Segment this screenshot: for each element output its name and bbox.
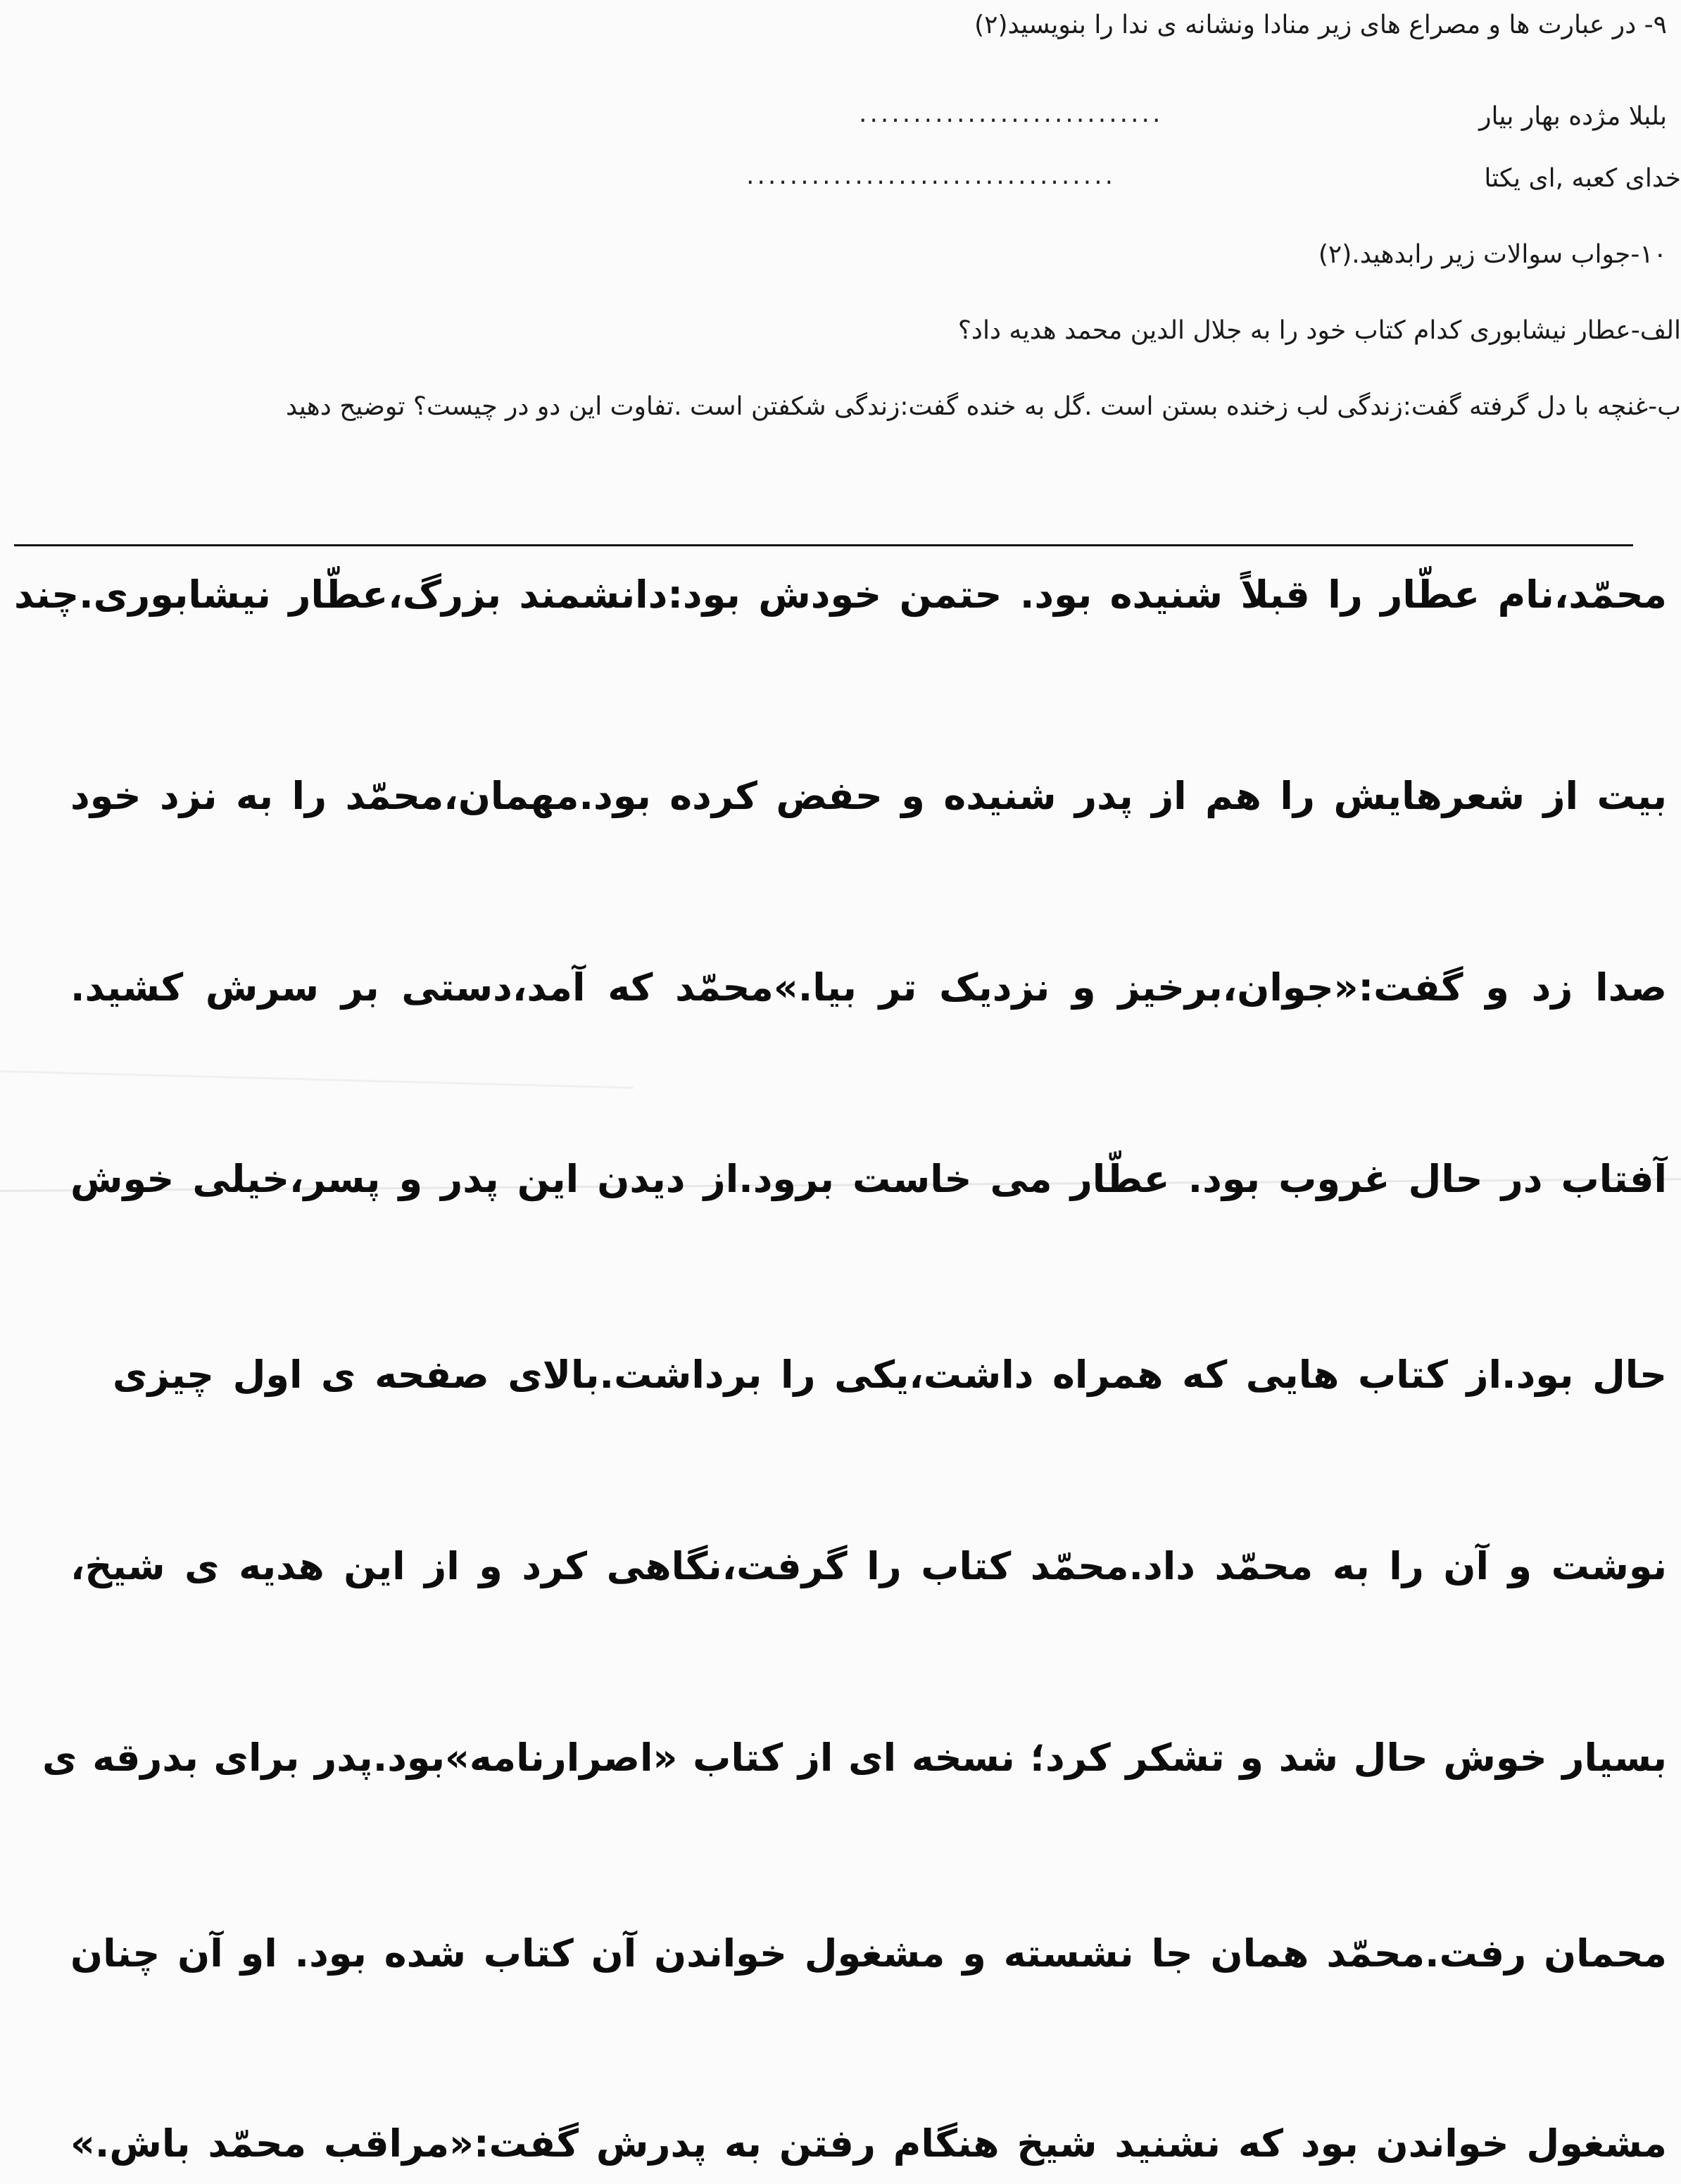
paper-crease bbox=[0, 1070, 634, 1089]
story-line: مشغول خواندن بود که نشنید شیخ هنگام رفتن به پدرش گفت:«مراقب محمّد باش.» bbox=[70, 2121, 1667, 2166]
question-9-heading: ۹- در عبارت ها و مصراع های زیر منادا ونشانه ی ندا را بنویسید(۲) bbox=[974, 11, 1667, 39]
question-10-part-a: الف-عطار نیشابوری کدام کتاب خود را به جلال الدین محمد هدیه داد؟ bbox=[957, 316, 1681, 345]
question-10-part-b: ب-غنچه با دل گرفته گفت:زندگی لب زخنده بستن است .گل به خنده گفت:زندگی شکفتن است .تفاوت این دو در چیست؟ توضیح دهید bbox=[285, 392, 1681, 421]
section-divider bbox=[14, 544, 1633, 546]
story-line: آفتاب در حال غروب بود. عطّار می خاست برود.از دیدن این پدر و پسر،خیلی خوش bbox=[70, 1157, 1667, 1201]
question-10-heading: ۱۰-جواب سوالات زیر رابدهید.(۲) bbox=[1318, 240, 1667, 269]
story-line: نوشت و آن را به محمّد داد.محمّد کتاب را گرفت،نگاهی کرد و از این هدیه ی شیخ، bbox=[70, 1544, 1667, 1588]
answer-blank[interactable]: ............................ bbox=[859, 99, 1164, 128]
answer-blank[interactable]: .................................. bbox=[746, 161, 1116, 190]
question-9-item-2: خدای کعبه ,ای یکتا bbox=[1484, 164, 1681, 193]
story-line: محمّد،نام عطّار را قبلاً شنیده بود. حتمن خودش بود:دانشمند بزرگ،عطّار نیشابوری.چند bbox=[14, 572, 1667, 617]
story-line: حال بود.از کتاب هایی که همراه داشت،یکی را برداشت.بالای صفحه ی اول چیزی bbox=[113, 1353, 1667, 1397]
story-line: بیت از شعرهایش را هم از پدر شنیده و حفض کرده بود.مهمان،محمّد را به نزد خود bbox=[70, 774, 1667, 818]
question-9-item-1: بلبلا مژده بهار بیار bbox=[1479, 102, 1667, 131]
story-line: صدا زد و گفت:«جوان،برخیز و نزدیک تر بیا.»محمّد که آمد،دستی بر سرش کشید. bbox=[70, 965, 1667, 1010]
story-line: بسیار خوش حال شد و تشکر کرد؛ نسخه ای از کتاب «اصرارنامه»بود.پدر برای بدرقه ی bbox=[42, 1736, 1667, 1780]
story-line: محمان رفت.محمّد همان جا نشسته و مشغول خواندن آن کتاب شده بود. او آن چنان bbox=[70, 1931, 1667, 1976]
